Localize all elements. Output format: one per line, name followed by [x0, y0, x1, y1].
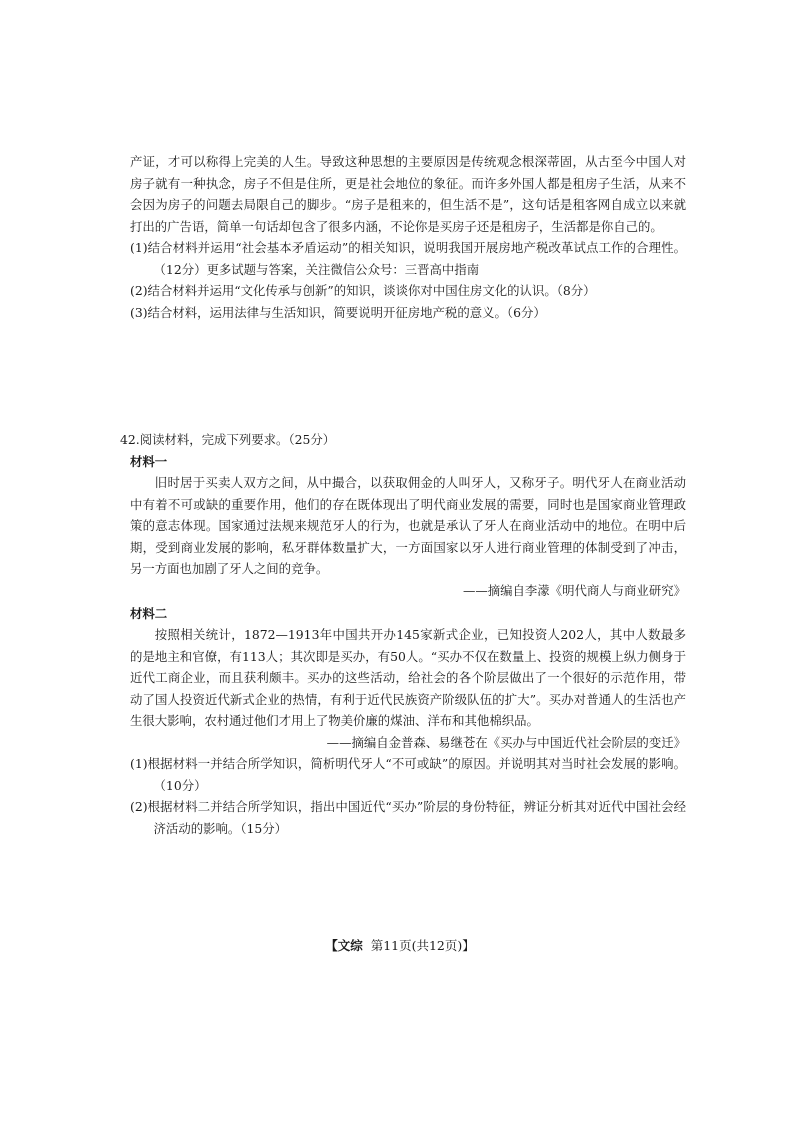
question-2: (2)结合材料并运用“文化传承与创新”的知识，谈谈你对中国住房文化的认识。（8分）: [130, 283, 596, 298]
question-42-1: (1)根据材料一并结合所学知识，简析明代牙人“不可或缺”的原因。并说明其对当时社会发展的影响。（10分）: [130, 756, 686, 793]
question-42-heading-block: [120, 429, 686, 451]
question-3: (3)结合材料，运用法律与生活知识，简要说明开征房地产税的意义。（6分）: [130, 304, 546, 320]
question-1: (1)结合材料并运用“社会基本矛盾运动”的相关知识，说明我国开展房地产税改革试点工作的合理性。（12分）更多试题与答案，关注微信公众号：三晋高中指南: [130, 240, 686, 277]
material-1-text: 旧时居于买卖人双方之间，从中撮合，以获取佣金的人叫牙人，又称牙子。明代牙人在商业活动中有着不可或缺的重要作用，他们的存在既体现出了明代商业发展的需要，同时也是国家商业管理政策的意志体现。国家通过法规来规范牙人的行为，也就是承认了牙人在商业活动中的地位。在明中后期，受到商业发展的影响，私牙群体数量扩大，一方面国家以牙人进行商业管理的体制受到了冲击，另一方面也加剧了牙人之间的竞争。: [130, 475, 686, 576]
page-footer: [0, 936, 800, 954]
material-2-label: 材料二: [130, 606, 168, 621]
material-2-text: 按照相关统计，1872—1913年中国共开办145家新式企业，已知投资人202人，其中人数最多的是地主和官僚，有113人；其次即是买办，有50人。“买办不仅在数量上、投资的规模上纵力侧身于近代工商企业，而且获利颇丰。买办的这些活动，给社会的各个阶层做出了一个很好的示范作用，带动了国人投资近代新式企业的热情，有利于近代民族资产阶级队伍的扩大”。买办对普通人的生活也产生很大影响，农村通过他们才用上了物美价廉的煤油、洋布和其他棉织品。: [130, 627, 686, 728]
question-42-body: [130, 451, 686, 839]
material-1-source: ——摘编自李濛《明代商人与商业研究》: [462, 582, 686, 598]
material-paragraph-continued: 产证，才可以称得上完美的人生。导致这种思想的主要原因是传统观念根深蒂固，从古至今中国人对房子就有一种执念，房子不但是住所，更是社会地位的象征。而许多外国人都是租房子生活，从来不会因为房子的问题去局限自己的脚步。“房子是租来的，但生活不是”，这句话是租客网自成立以来就打出的广告语，简单一句话却包含了很多内涵，不论你是买房子还是租房子，生活都是你自己的。: [130, 154, 686, 234]
question-42-heading: 42.阅读材料，完成下列要求。（25分）: [120, 432, 336, 447]
footer-page-number: 第11页(共12页)】: [370, 938, 475, 953]
material-2-source: ——摘编自金普森、易继苍在《买办与中国近代社会阶层的变迁》: [326, 734, 686, 750]
footer-subject: 【文综: [325, 938, 363, 953]
material-1-label: 材料一: [130, 454, 168, 469]
top-section: [130, 151, 686, 323]
question-42-2: (2)根据材料二并结合所学知识，指出中国近代“买办”阶层的身份特征，辨证分析其对近代中国社会经济活动的影响。（15分）: [130, 799, 686, 836]
